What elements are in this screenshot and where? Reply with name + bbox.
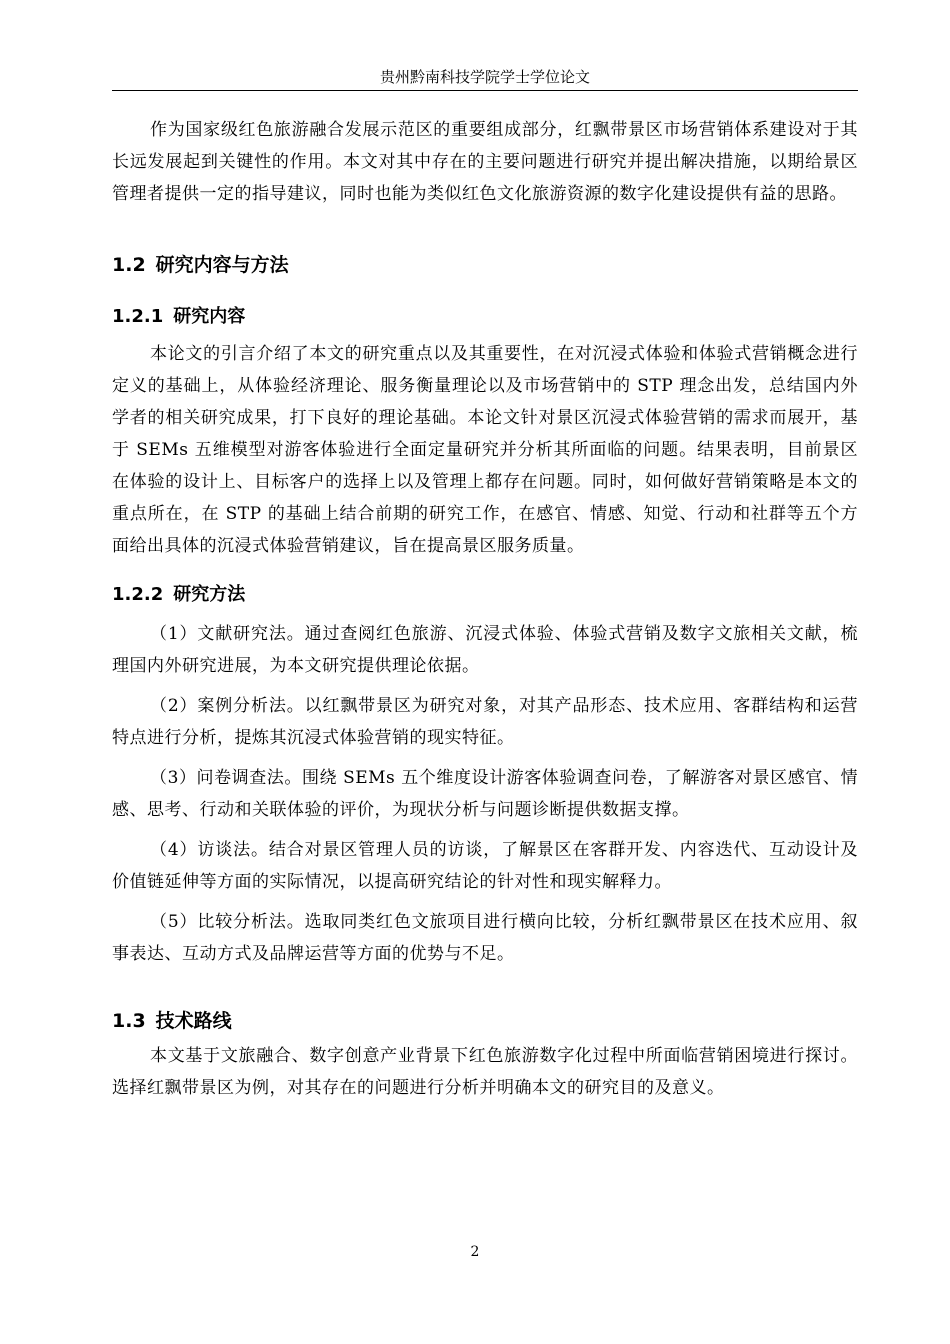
section-title: 研究方法 — [173, 584, 246, 605]
method-item-interview: （4）访谈法。结合对景区管理人员的访谈，了解景区在客群开发、内容迭代、互动设计及价值链延伸等方面的实际情况，以提高研究结论的针对性和现实解释力。 — [112, 840, 858, 892]
section-title: 研究内容与方法 — [155, 254, 289, 276]
section-title: 技术路线 — [155, 1010, 232, 1032]
page-header — [112, 64, 858, 91]
section-title: 研究内容 — [173, 306, 246, 327]
section-heading-1-2 — [112, 252, 858, 278]
page-number: 2 — [470, 1244, 480, 1260]
header-title: 贵州黔南科技学院学士学位论文 — [379, 68, 590, 86]
section-number: 1.2.2 — [112, 584, 164, 605]
technical-route-paragraph: 本文基于文旅融合、数字创意产业背景下红色旅游数字化过程中所面临营销困境进行探讨。选择红飘带景区为例，对其存在的问题进行分析并明确本文的研究目的及意义。 — [112, 1046, 858, 1098]
intro-paragraph: 作为国家级红色旅游融合发展示范区的重要组成部分，红飘带景区市场营销体系建设对于其长远发展起到关键性的作用。本文对其中存在的主要问题进行研究并提出解决措施，以期给景区管理者提供一定的指导建议，同时也能为类似红色文化旅游资源的数字化建设提供有益的思路。 — [112, 120, 858, 204]
section-heading-1-2-2 — [112, 582, 858, 608]
research-content-paragraph: 本论文的引言介绍了本文的研究重点以及其重要性，在对沉浸式体验和体验式营销概念进行定义的基础上，从体验经济理论、服务衡量理论以及市场营销中的 STP 理念出发，总结国内外学者的相关研究成果，打下良好的理论基础。本论文针对景区沉浸式体验营销的需求而展开，基于 SEMs 五维模型对游客体验进行全面定量研究并分析其所面临的问题。结果表明，目前景区在体验的设计上、目标客户的选择上以及管理上都存在问题。同时，如何做好营销策略是本文的重点所在，在 STP 的基础上结合前期的研究工作，在感官、情感、知觉、行动和社群等五个方面给出具体的沉浸式体验营销建议，旨在提高景区服务质量。 — [112, 344, 858, 556]
page-content — [112, 114, 858, 1104]
method-item-comparative: （5）比较分析法。选取同类红色文旅项目进行横向比较，分析红飘带景区在技术应用、叙事表达、互动方式及品牌运营等方面的优势与不足。 — [112, 912, 858, 964]
method-item-case-study: （2）案例分析法。以红飘带景区为研究对象，对其产品形态、技术应用、客群结构和运营特点进行分析，提炼其沉浸式体验营销的现实特征。 — [112, 696, 858, 748]
section-number: 1.2.1 — [112, 306, 164, 327]
section-heading-1-3 — [112, 1008, 858, 1034]
section-heading-1-2-1 — [112, 304, 858, 330]
method-item-questionnaire: （3）问卷调查法。围绕 SEMs 五个维度设计游客体验调查问卷，了解游客对景区感官、情感、思考、行动和关联体验的评价，为现状分析与问题诊断提供数据支撑。 — [112, 768, 858, 820]
section-number: 1.2 — [112, 254, 146, 276]
section-number: 1.3 — [112, 1010, 146, 1032]
method-item-literature: （1）文献研究法。通过查阅红色旅游、沉浸式体验、体验式营销及数字文旅相关文献，梳理国内外研究进展，为本文研究提供理论依据。 — [112, 624, 858, 676]
